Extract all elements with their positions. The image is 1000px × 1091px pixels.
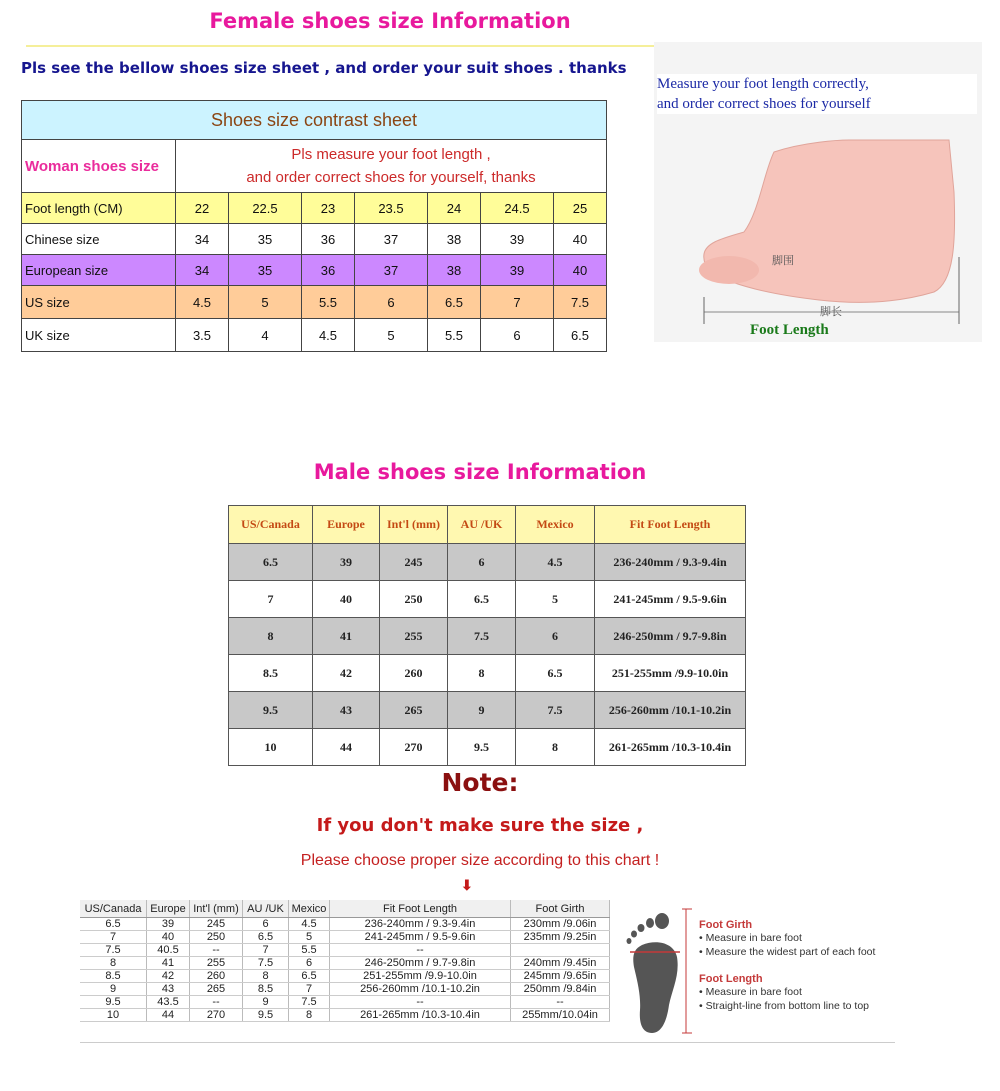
cell: 9.5 — [229, 692, 313, 729]
cell: 7 — [80, 931, 147, 944]
cell: 230mm /9.06in — [511, 918, 610, 931]
note-line2: Please choose proper size according to this chart ! — [300, 852, 660, 869]
cell: 246-250mm / 9.7-9.8in — [595, 618, 746, 655]
cell: 38 — [428, 224, 481, 255]
cell: 250 — [190, 931, 243, 944]
cell: 3.5 — [176, 319, 229, 352]
cell: 265 — [190, 983, 243, 996]
cell: 245 — [190, 918, 243, 931]
cell: 7 — [243, 944, 289, 957]
table-row — [229, 618, 746, 655]
cell: 6 — [289, 957, 330, 970]
table-row — [80, 1009, 610, 1022]
cell: 7.5 — [80, 944, 147, 957]
cell: 236-240mm / 9.3-9.4in — [330, 918, 511, 931]
foot-length-cn-label: 脚长 — [820, 305, 842, 318]
cell: 8.5 — [229, 655, 313, 692]
divider-line — [26, 45, 654, 47]
row-label: Foot length (CM) — [22, 193, 176, 224]
cell: 6.5 — [554, 319, 607, 352]
cell: 255mm/10.04in — [511, 1009, 610, 1022]
cell: 7.5 — [554, 286, 607, 319]
footprint-icon — [622, 905, 697, 1037]
cell: 39 — [147, 918, 190, 931]
cell: 40 — [313, 581, 380, 618]
column-header: Europe — [147, 900, 190, 918]
foot-caption-line2: and order correct shoes for yourself — [657, 96, 871, 112]
cell: 39 — [480, 224, 553, 255]
cell: -- — [190, 944, 243, 957]
cell: 8.5 — [80, 970, 147, 983]
table-row — [22, 193, 607, 224]
cell: 9.5 — [448, 729, 516, 766]
cell: 8 — [80, 957, 147, 970]
cell: 250 — [380, 581, 448, 618]
cell: 40 — [554, 255, 607, 286]
cell: 6.5 — [80, 918, 147, 931]
cell: 270 — [190, 1009, 243, 1022]
cell: 34 — [176, 224, 229, 255]
table-title: Shoes size contrast sheet — [22, 101, 607, 140]
table-row — [80, 983, 610, 996]
cell: 245mm /9.65in — [511, 970, 610, 983]
foot-length-note: • Straight-line from bottom line to top — [699, 1000, 870, 1012]
woman-shoes-label: Woman shoes size — [22, 140, 176, 193]
cell: 255 — [380, 618, 448, 655]
cell: 241-245mm / 9.5-9.6in — [595, 581, 746, 618]
cell: 35 — [228, 224, 301, 255]
cell: 5.5 — [428, 319, 481, 352]
cell: 255 — [190, 957, 243, 970]
cell: 6 — [480, 319, 553, 352]
cell: 6 — [516, 618, 595, 655]
cell: 8 — [448, 655, 516, 692]
cell: 23 — [302, 193, 355, 224]
cell: 36 — [302, 224, 355, 255]
female-size-table — [21, 100, 607, 352]
cell: 7 — [289, 983, 330, 996]
table-row — [22, 255, 607, 286]
measure-note-line1: Pls measure your foot length , — [291, 146, 491, 163]
column-header: US/Canada — [80, 900, 147, 918]
cell: 9.5 — [80, 996, 147, 1009]
cell: 8 — [229, 618, 313, 655]
cell: 4 — [228, 319, 301, 352]
note-line1: If you don't make sure the size , — [316, 815, 644, 836]
foot-girth-title: Foot Girth — [699, 919, 753, 931]
cell: 4.5 — [516, 544, 595, 581]
cell: 34 — [176, 255, 229, 286]
cell: 6.5 — [428, 286, 481, 319]
foot-girth-note: • Measure in bare foot — [699, 932, 802, 944]
table-row — [80, 970, 610, 983]
column-header: Fit Foot Length — [595, 506, 746, 544]
cell: 6 — [354, 286, 427, 319]
cell: 9 — [80, 983, 147, 996]
cell — [511, 944, 610, 957]
cell: 39 — [313, 544, 380, 581]
cell: 44 — [313, 729, 380, 766]
cell: 265 — [380, 692, 448, 729]
row-label: Chinese size — [22, 224, 176, 255]
cell: 260 — [190, 970, 243, 983]
male-section-title: Male shoes size Information — [313, 460, 647, 484]
cell: 251-255mm /9.9-10.0in — [330, 970, 511, 983]
cell: 256-260mm /10.1-10.2in — [330, 983, 511, 996]
cell: 6.5 — [448, 581, 516, 618]
row-label: European size — [22, 255, 176, 286]
cell: 42 — [313, 655, 380, 692]
foot-girth-cn-label: 脚围 — [772, 254, 794, 267]
cell: 7.5 — [516, 692, 595, 729]
cell: -- — [330, 944, 511, 957]
cell: 9 — [448, 692, 516, 729]
cell: 9.5 — [243, 1009, 289, 1022]
foot-girth-info — [699, 919, 875, 959]
cell: 7 — [480, 286, 553, 319]
cell: 235mm /9.25in — [511, 931, 610, 944]
cell: 5 — [289, 931, 330, 944]
cell: 10 — [229, 729, 313, 766]
cell: 22 — [176, 193, 229, 224]
cell: 6 — [448, 544, 516, 581]
cell: 43.5 — [147, 996, 190, 1009]
female-section-title: Female shoes size Information — [209, 9, 571, 33]
table-header-row — [229, 506, 746, 544]
cell: 38 — [428, 255, 481, 286]
cell: 25 — [554, 193, 607, 224]
cell: 5 — [228, 286, 301, 319]
cell: 241-245mm / 9.5-9.6in — [330, 931, 511, 944]
cell: 40.5 — [147, 944, 190, 957]
column-header: AU /UK — [243, 900, 289, 918]
column-header: Mexico — [516, 506, 595, 544]
cell: 8 — [516, 729, 595, 766]
cell: 270 — [380, 729, 448, 766]
table-row — [80, 944, 610, 957]
cell: 24 — [428, 193, 481, 224]
foot-caption — [657, 74, 977, 114]
female-subtitle: Pls see the bellow shoes size sheet , and order your suit shoes . thanks — [21, 59, 627, 77]
table-row — [80, 957, 610, 970]
cell: 7 — [229, 581, 313, 618]
cell: 245 — [380, 544, 448, 581]
table-row — [22, 224, 607, 255]
foot-length-info — [699, 973, 869, 1013]
cell: 6.5 — [289, 970, 330, 983]
cell: 24.5 — [480, 193, 553, 224]
cell: 23.5 — [354, 193, 427, 224]
note-title: Note: — [441, 768, 519, 797]
cell: -- — [330, 996, 511, 1009]
cell: 8 — [243, 970, 289, 983]
cell: 10 — [80, 1009, 147, 1022]
cell: 37 — [354, 255, 427, 286]
column-header: US/Canada — [229, 506, 313, 544]
cell: 9 — [243, 996, 289, 1009]
cell: 7.5 — [243, 957, 289, 970]
cell: 7.5 — [289, 996, 330, 1009]
cell: 251-255mm /9.9-10.0in — [595, 655, 746, 692]
cell: 256-260mm /10.1-10.2in — [595, 692, 746, 729]
cell: 41 — [313, 618, 380, 655]
column-header: Foot Girth — [511, 900, 610, 918]
cell: 43 — [313, 692, 380, 729]
cell: 44 — [147, 1009, 190, 1022]
table-row — [229, 729, 746, 766]
cell: 39 — [480, 255, 553, 286]
male-size-table — [228, 505, 746, 766]
row-label: US size — [22, 286, 176, 319]
cell: 8 — [289, 1009, 330, 1022]
cell: 42 — [147, 970, 190, 983]
cell: 236-240mm / 9.3-9.4in — [595, 544, 746, 581]
cell: 4.5 — [176, 286, 229, 319]
table-row — [229, 544, 746, 581]
cell: 41 — [147, 957, 190, 970]
foot-caption-line1: Measure your foot length correctly, — [657, 76, 869, 92]
cell: 6.5 — [516, 655, 595, 692]
foot-length-title: Foot Length — [699, 973, 763, 985]
cell: 5 — [516, 581, 595, 618]
cell: 246-250mm / 9.7-9.8in — [330, 957, 511, 970]
table-row — [229, 655, 746, 692]
row-label: UK size — [22, 319, 176, 352]
column-header: AU /UK — [448, 506, 516, 544]
cell: 4.5 — [289, 918, 330, 931]
cell: 6.5 — [229, 544, 313, 581]
measure-note — [176, 140, 607, 193]
table-row — [22, 286, 607, 319]
table-row — [229, 581, 746, 618]
cell: 40 — [554, 224, 607, 255]
table-header-row — [80, 900, 610, 918]
column-header: Fit Foot Length — [330, 900, 511, 918]
column-header: Int'l (mm) — [190, 900, 243, 918]
cell: 37 — [354, 224, 427, 255]
cell: 250mm /9.84in — [511, 983, 610, 996]
cell: -- — [190, 996, 243, 1009]
cell: 240mm /9.45in — [511, 957, 610, 970]
cell: 22.5 — [228, 193, 301, 224]
cell: 6 — [243, 918, 289, 931]
cell: 5.5 — [302, 286, 355, 319]
arrow-down-icon: ⬇ — [461, 877, 473, 893]
foot-girth-note: • Measure the widest part of each foot — [699, 946, 876, 958]
column-header: Europe — [313, 506, 380, 544]
table-row — [80, 918, 610, 931]
column-header: Int'l (mm) — [380, 506, 448, 544]
cell: 261-265mm /10.3-10.4in — [595, 729, 746, 766]
table-row — [229, 692, 746, 729]
cell: 260 — [380, 655, 448, 692]
cell: 261-265mm /10.3-10.4in — [330, 1009, 511, 1022]
measure-note-line2: and order correct shoes for yourself, thanks — [246, 169, 536, 186]
cell: 5.5 — [289, 944, 330, 957]
table-row — [80, 996, 610, 1009]
cell: 8.5 — [243, 983, 289, 996]
cell: 4.5 — [302, 319, 355, 352]
column-header: Mexico — [289, 900, 330, 918]
table-row — [80, 931, 610, 944]
cell: 7.5 — [448, 618, 516, 655]
foot-length-label: Foot Length — [750, 322, 829, 338]
cell: 5 — [354, 319, 427, 352]
cell: 35 — [228, 255, 301, 286]
cell: 6.5 — [243, 931, 289, 944]
small-size-chart — [80, 900, 610, 1022]
cell: 40 — [147, 931, 190, 944]
cell: -- — [511, 996, 610, 1009]
foot-length-note: • Measure in bare foot — [699, 986, 802, 998]
cell: 36 — [302, 255, 355, 286]
table-row — [22, 319, 607, 352]
cell: 43 — [147, 983, 190, 996]
